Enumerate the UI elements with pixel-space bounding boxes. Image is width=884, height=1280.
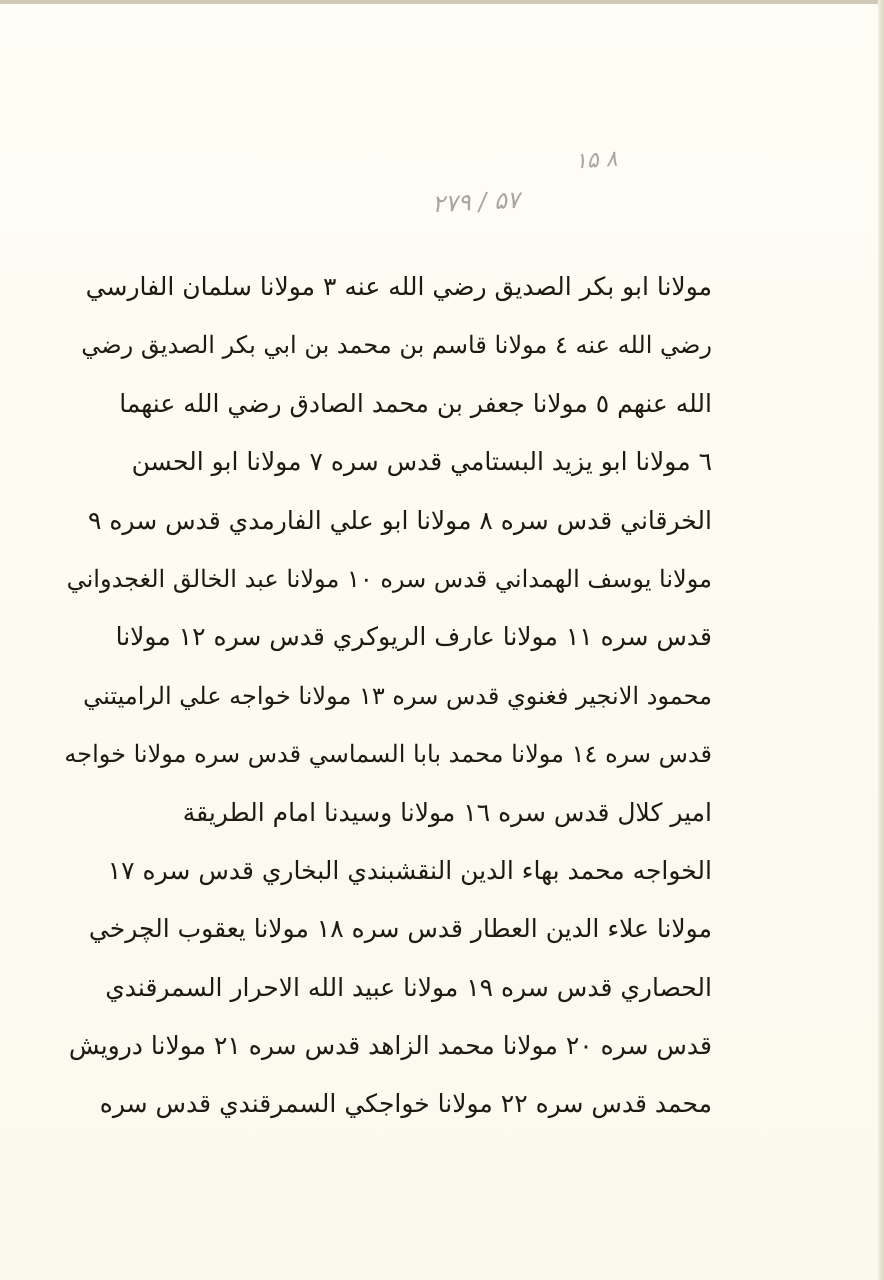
pencil-note-catalog: ۲۷۹ / ۵۷ <box>431 185 521 219</box>
text-line-8: محمود الانجير فغنوي قدس سره ١٣ مولانا خواجه علي الراميتني <box>83 681 712 710</box>
text-line-11: الخواجه محمد بهاء الدين النقشبندي البخاري قدس سره ١٧ <box>107 855 712 885</box>
text-line-15: محمد قدس سره ٢٢ مولانا خواجكي السمرقندي قدس سره <box>99 1089 712 1119</box>
text-line-6: مولانا يوسف الهمداني قدس سره ١٠ مولانا عبد الخالق الغجدواني <box>66 564 712 593</box>
text-line-9: قدس سره ١٤ مولانا محمد بابا السماسي قدس سره مولانا خواجه <box>64 740 712 769</box>
text-line-5: الخرقاني قدس سره ٨ مولانا ابو علي الفارمدي قدس سره ٩ <box>87 505 712 535</box>
page-right-edge <box>878 0 884 1280</box>
calligraphy-text-block <box>60 258 712 1134</box>
text-line-7: قدس سره ١١ مولانا عارف الريوكري قدس سره ١٢ مولانا <box>115 622 712 652</box>
pencil-note-folio: ۱۵ ۸ <box>574 146 619 175</box>
text-line-12: مولانا علاء الدين العطار قدس سره ١٨ مولانا يعقوب الچرخي <box>88 914 712 944</box>
text-line-13: الحصاري قدس سره ١٩ مولانا عبيد الله الاحرار السمرقندي <box>105 972 712 1002</box>
text-line-1: مولانا ابو بكر الصديق رضي الله عنه ٣ مولانا سلمان الفارسي <box>85 272 712 301</box>
page-top-edge <box>0 0 884 4</box>
text-line-4: ٦ مولانا ابو يزيد البستامي قدس سره ٧ مولانا ابو الحسن <box>131 447 712 477</box>
text-line-10: امير كلال قدس سره ١٦ مولانا وسيدنا امام الطريقة <box>182 797 712 827</box>
text-line-2: رضي الله عنه ٤ مولانا قاسم بن محمد بن ابي بكر الصديق رضي <box>81 331 712 360</box>
text-line-14: قدس سره ٢٠ مولانا محمد الزاهد قدس سره ٢١ مولانا درويش <box>68 1031 712 1061</box>
text-line-3: الله عنهم ٥ مولانا جعفر بن محمد الصادق رضي الله عنهما <box>119 388 712 418</box>
